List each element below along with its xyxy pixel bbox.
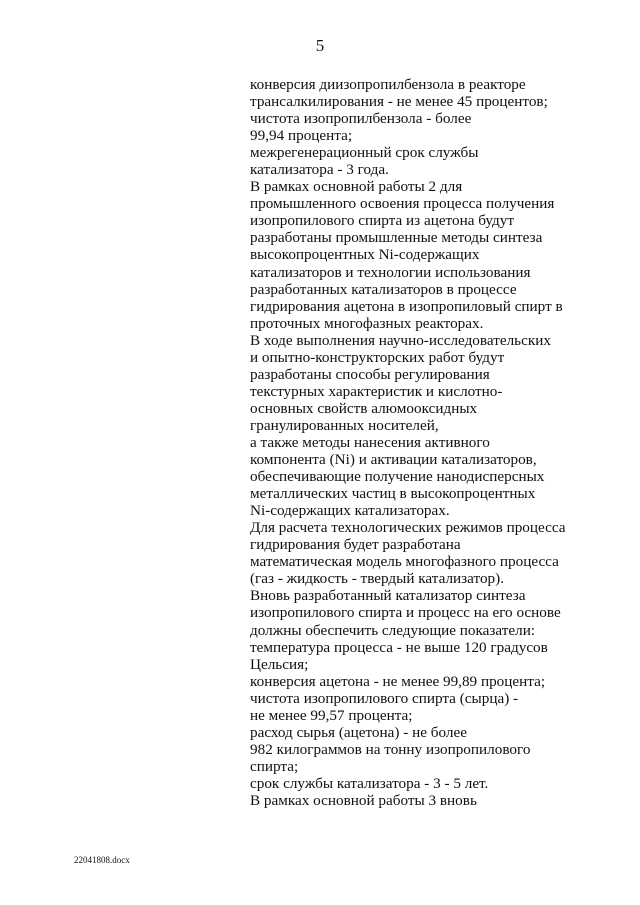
text-line: В ходе выполнения научно-исследовательских <box>250 331 551 349</box>
page-number: 5 <box>315 36 325 55</box>
text-line: трансалкилирования - не менее 45 процентов; <box>250 93 548 111</box>
text-line: катализатора - 3 года. <box>250 161 389 179</box>
text-line: межрегенерационный срок службы <box>250 144 479 162</box>
text-line: конверсия ацетона - не менее 99,89 процента; <box>250 672 546 690</box>
text-line: изопропилового спирта и процесс на его основе <box>250 604 561 622</box>
text-line: а также методы нанесения активного <box>250 433 490 451</box>
text-line: должны обеспечить следующие показатели: <box>250 621 536 639</box>
text-line: разработанных катализаторов в процессе <box>250 280 517 298</box>
text-line: гидрирования будет разработана <box>250 536 461 554</box>
footer-filename: 22041808.docx <box>74 855 130 865</box>
text-line: 982 килограммов на тонну изопропилового <box>250 740 531 758</box>
text-line: обеспечивающие получение нанодисперсных <box>250 468 545 486</box>
text-line: гранулированных носителей, <box>250 416 439 434</box>
text-line: промышленного освоения процесса получения <box>250 195 555 213</box>
text-line: температура процесса - не выше 120 градусов <box>250 638 548 656</box>
text-line: изопропилового спирта из ацетона будут <box>250 212 514 230</box>
text-line: высокопроцентных Ni-содержащих <box>250 246 480 264</box>
text-line: разработаны способы регулирования <box>250 365 490 383</box>
text-line: не менее 99,57 процента; <box>250 706 413 724</box>
text-line: (газ - жидкость - твердый катализатор). <box>250 570 504 588</box>
text-line: чистота изопропилбензола - более <box>250 110 472 128</box>
document-body <box>250 76 580 809</box>
text-line: Вновь разработанный катализатор синтеза <box>250 587 526 605</box>
text-line: Для расчета технологических режимов процесса <box>250 519 566 537</box>
text-line: текстурных характеристик и кислотно- <box>250 382 503 400</box>
text-line: спирта; <box>250 757 299 775</box>
text-line: математическая модель многофазного процесса <box>250 553 559 571</box>
text-line: компонента (Ni) и активации катализаторов, <box>250 451 537 469</box>
text-line: 99,94 процента; <box>250 127 353 145</box>
text-line: Ni-содержащих катализаторах. <box>250 502 450 520</box>
text-line: разработаны промышленные методы синтеза <box>250 229 543 247</box>
text-line: В рамках основной работы 2 для <box>250 178 463 196</box>
text-line: и опытно-конструкторских работ будут <box>250 348 505 366</box>
text-line: основных свойств алюмооксидных <box>250 399 478 417</box>
text-line: проточных многофазных реакторах. <box>250 314 484 332</box>
text-line: В рамках основной работы 3 вновь <box>250 791 477 809</box>
text-line: катализаторов и технологии использования <box>250 263 531 281</box>
text-line: конверсия диизопропилбензола в реакторе <box>250 76 526 93</box>
text-line: срок службы катализатора - 3 - 5 лет. <box>250 774 489 792</box>
text-line: гидрирования ацетона в изопропиловый спирт в <box>250 297 563 315</box>
text-line: Цельсия; <box>250 655 309 673</box>
text-line: чистота изопропилового спирта (сырца) - <box>250 689 519 707</box>
text-line: металлических частиц в высокопроцентных <box>250 485 536 503</box>
text-line: расход сырья (ацетона) - не более <box>250 723 467 741</box>
